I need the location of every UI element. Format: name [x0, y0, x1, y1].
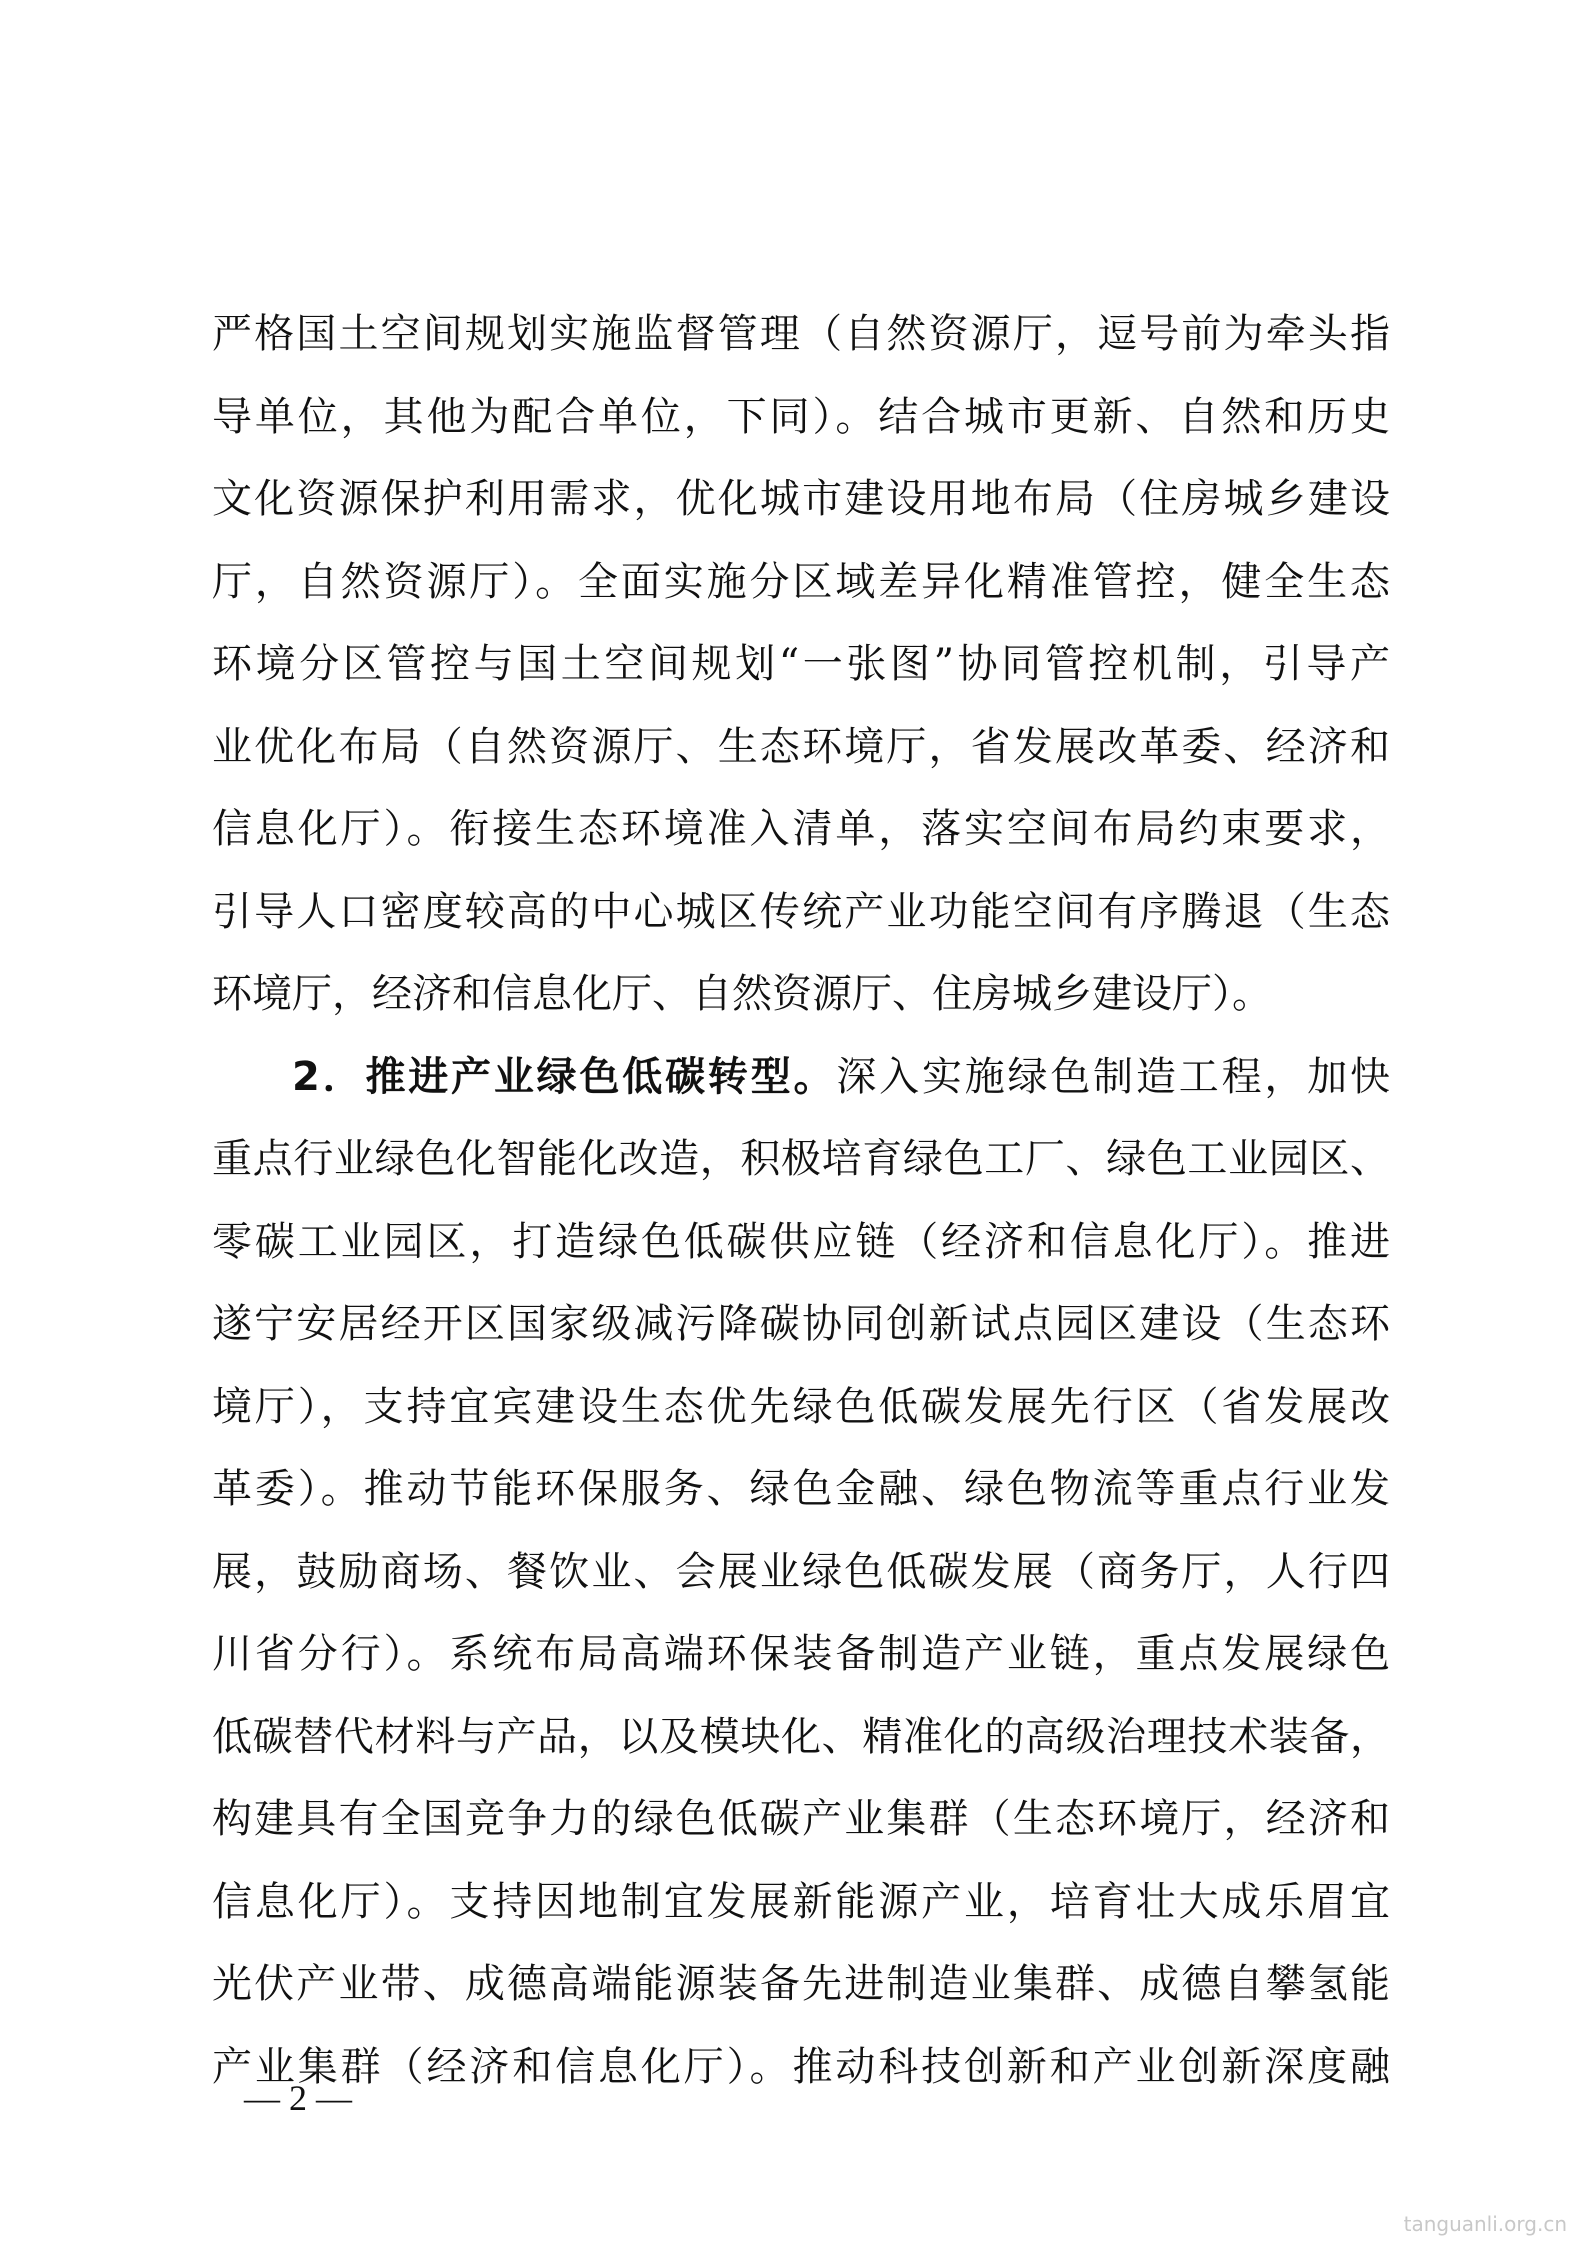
- text-line: 产业集群（经济和信息化厅）。推动科技创新和产业创新深度融: [212, 2043, 1390, 2090]
- section-2-first-line-text: 深入实施绿色制造工程，加快: [836, 1053, 1391, 1100]
- text-line: 信息化厅）。衔接生态环境准入清单，落实空间布局约束要求，: [212, 806, 1390, 852]
- text-line: 革委）。推动节能环保服务、绿色金融、绿色物流等重点行业发: [212, 1466, 1390, 1512]
- text-line: 业优化布局（自然资源厅、生态环境厅，省发展改革委、经济和: [212, 723, 1390, 770]
- text-line: 境厅），支持宜宾建设生态优先绿色低碳发展先行区（省发展改: [212, 1383, 1390, 1430]
- text-line: 严格国土空间规划实施监督管理（自然资源厅，逗号前为牵头指: [212, 311, 1390, 357]
- text-line: 重点行业绿色化智能化改造，积极培育绿色工厂、绿色工业园区、: [212, 1136, 1390, 1182]
- site-watermark: tanguanli.org.cn: [1403, 2212, 1567, 2236]
- text-line: 川省分行）。系统布局高端环保装备制造产业链，重点发展绿色: [212, 1631, 1390, 1677]
- text-line: 引导人口密度较高的中心城区传统产业功能空间有序腾退（生态: [212, 888, 1390, 935]
- section-2-first-line: [212, 1036, 1390, 1119]
- body-text: [212, 293, 1390, 2108]
- text-line: 低碳替代材料与产品，以及模块化、精准化的高级治理技术装备，: [212, 1713, 1390, 1760]
- text-line: 导单位，其他为配合单位，下同）。结合城市更新、自然和历史: [212, 393, 1390, 440]
- text-line: 遂宁安居经开区国家级减污降碳协同创新试点园区建设（生态环: [212, 1301, 1390, 1347]
- text-line: 构建具有全国竞争力的绿色低碳产业集群（生态环境厅，经济和: [212, 1796, 1390, 1842]
- text-line: 厅，自然资源厅）。全面实施分区域差异化精准管控，健全生态: [212, 558, 1390, 605]
- text-line: 环境分区管控与国土空间规划“一张图”协同管控机制，引导产: [212, 641, 1390, 687]
- text-line: 光伏产业带、成德高端能源装备先进制造业集群、成德自攀氢能: [212, 1961, 1390, 2007]
- text-line: 文化资源保护利用需求，优化城市建设用地布局（住房城乡建设: [212, 476, 1390, 522]
- text-line: 环境厅，经济和信息化厅、自然资源厅、住房城乡建设厅）。: [212, 971, 1272, 1017]
- text-line: 零碳工业园区，打造绿色低碳供应链（经济和信息化厅）。推进: [212, 1218, 1390, 1265]
- text-line: 信息化厅）。支持因地制宜发展新能源产业，培育壮大成乐眉宜: [212, 1878, 1390, 1925]
- section-2-heading: 2．推进产业绿色低碳转型。: [292, 1053, 837, 1100]
- text-line: 展，鼓励商场、餐饮业、会展业绿色低碳发展（商务厅，人行四: [212, 1548, 1390, 1595]
- page-number: — 2 —: [244, 2078, 352, 2118]
